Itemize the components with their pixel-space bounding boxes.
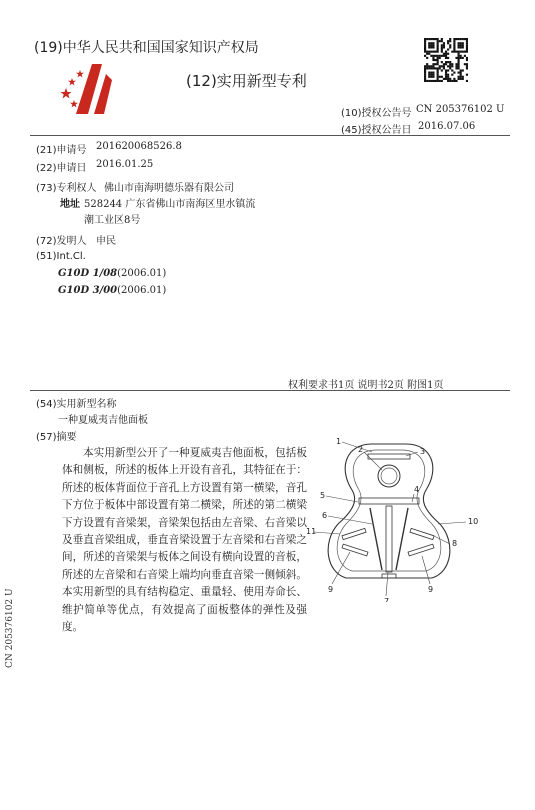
office-name: (19)中华人民共和国国家知识产权局 [34, 40, 259, 56]
document-type: (12)实用新型专利 [186, 72, 307, 90]
tone-bar [410, 528, 434, 539]
title-label: (54)实用新型名称 [36, 399, 117, 410]
publication-date: 2016.07.06 [418, 121, 476, 132]
patentee-label: (73)专利权人 [36, 183, 97, 194]
section-divider [30, 390, 510, 391]
emblem-icon [58, 58, 118, 118]
utility-model-title: 一种夏威夷吉他面板 [58, 415, 148, 426]
application-date-label: (22)申请日 [36, 163, 87, 174]
application-number-label: (21)申请号 [36, 145, 87, 156]
first-crossbeam [368, 454, 410, 459]
right-brace [396, 508, 408, 570]
application-number: 201620068526.8 [96, 141, 182, 152]
figure-label: 3 [420, 447, 426, 456]
abstract-label: (57)摘要 [36, 432, 77, 443]
classification-row [58, 285, 166, 296]
figure-label: 1 [336, 437, 342, 446]
classification-year: (2006.01) [117, 268, 167, 279]
figure-label: 8 [452, 539, 458, 548]
figure-label: 7 [384, 597, 390, 602]
abstract-text: 本实用新型公开了一种夏威夷吉他面板，包括板体和侧板，所述的板体上开设有音孔，其特征在于：所述的板体背面位于音孔上方设置有第一横梁，音孔下方位于板体中部设置有第二横梁，所述的第二横梁下方设置有音梁架，音梁架包括由左音梁、右音梁以及垂直音梁组成，垂直音梁设置于左音梁和右音梁之间，所述的音梁架与板体之间设有横向设置的音板，所述的左音梁和右音梁上端均向垂直音梁一侧倾斜。本实用新型的具有结构稳定、重量轻、使用寿命长、维护简单等优点，有效提高了面板整体的弹性及强度。 [62, 447, 307, 634]
second-crossbeam [359, 498, 419, 504]
patentee: 佛山市南海明德乐器有限公司 [104, 183, 234, 194]
side-publication-number: CN 205376102 U [5, 588, 15, 668]
figure-label: 4 [414, 485, 420, 494]
qr-code-icon [424, 38, 468, 82]
inventor-label: (72)发明人 [36, 236, 87, 247]
tail-block [382, 574, 396, 578]
int-cl-label: (51)Int.Cl. [36, 251, 86, 262]
figure-label: 6 [322, 511, 328, 520]
tone-bar [342, 544, 368, 556]
address-line2: 潮工业区8号 [84, 215, 141, 226]
classification-code: G10D 1/08 [58, 268, 118, 279]
publication-number: CN 205376102 U [416, 104, 505, 115]
sound-hole-ring [381, 468, 397, 484]
vertical-brace [386, 506, 392, 572]
figure-label: 5 [320, 491, 326, 500]
header-divider [30, 135, 510, 136]
figure-label: 11 [306, 527, 317, 536]
tone-bar [342, 528, 366, 539]
left-brace [370, 508, 382, 570]
address-label: 地址 [60, 199, 80, 210]
publication-date-label: (45)授权公告日 [341, 125, 412, 136]
figure-label: 10 [468, 517, 479, 526]
guitar-figure [302, 432, 520, 602]
classification-row [58, 268, 166, 279]
figure-label: 9 [428, 585, 434, 594]
figure-label: 2 [358, 445, 364, 454]
figure-label: 9 [328, 585, 334, 594]
address-line1: 528244 广东省佛山市南海区里水镇流 [84, 199, 256, 210]
classification-code: G10D 3/00 [58, 285, 118, 296]
tone-bar [408, 544, 434, 556]
office-emblem [58, 58, 118, 118]
page-counts: 权利要求书1页 说明书2页 附图1页 [288, 380, 444, 391]
application-date: 2016.01.25 [96, 159, 154, 170]
publication-number-label: (10)授权公告号 [341, 108, 412, 119]
classification-year: (2006.01) [117, 285, 167, 296]
guitar-soundboard-drawing [302, 432, 520, 602]
inventor: 申民 [96, 236, 116, 247]
qr-code [424, 38, 468, 82]
